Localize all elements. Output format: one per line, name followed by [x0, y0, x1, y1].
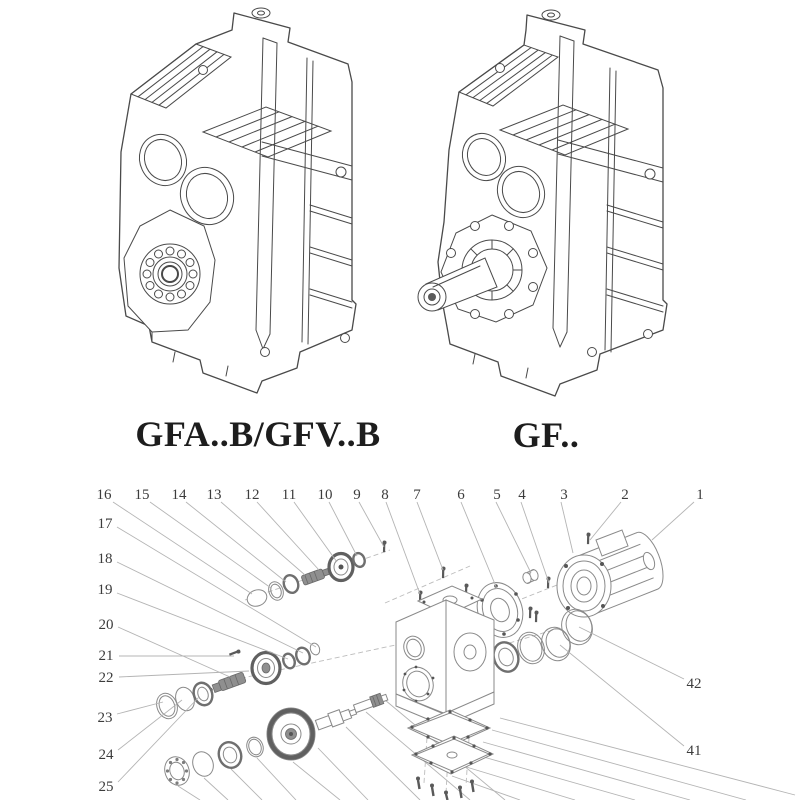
bolt-hole [261, 348, 270, 357]
leader-line-42 [579, 627, 684, 679]
bearing [215, 739, 245, 771]
callout-number-4: 4 [518, 487, 526, 503]
leader-line-offscreen [463, 766, 575, 800]
leader-line-10 [329, 502, 357, 556]
callout-number-25: 25 [98, 779, 114, 795]
leader-line-3 [561, 502, 573, 553]
leader-line-offscreen [293, 762, 340, 800]
callout-number-22: 22 [98, 670, 114, 686]
bolt-hole [341, 334, 350, 343]
callout-number-23: 23 [97, 710, 113, 726]
callout-number-10: 10 [317, 487, 333, 503]
callout-number-5: 5 [493, 487, 501, 503]
bolt-hole [588, 348, 597, 357]
figure-gf-drawing [418, 10, 667, 396]
leader-line-6 [461, 502, 497, 589]
washer [244, 735, 266, 759]
motor [557, 530, 663, 617]
callout-number-14: 14 [171, 487, 187, 503]
callout-number-17: 17 [97, 516, 113, 532]
callout-number-24: 24 [98, 747, 114, 763]
leader-line-7 [417, 502, 443, 570]
leader-line-offscreen [483, 742, 690, 800]
callout-number-13: 13 [206, 487, 222, 503]
exploded-diagram [97, 487, 796, 800]
callout-number-3: 3 [560, 487, 568, 503]
callout-number-42: 42 [686, 676, 702, 692]
bottom-cover-plate [412, 736, 493, 774]
pinion-shaft [353, 692, 389, 714]
leader-line-20 [118, 627, 230, 677]
offscreen-leader-lines [178, 700, 795, 800]
oil-seal [153, 690, 181, 721]
bolt-hole [644, 330, 653, 339]
leader-line-offscreen [178, 786, 200, 800]
small-bearing [294, 646, 312, 666]
leader-line-offscreen [492, 730, 746, 800]
callout-number-20: 20 [98, 617, 114, 633]
stepped-shaft [315, 705, 358, 732]
leader-line-1 [652, 502, 694, 540]
model-label-gf: GF.. [512, 415, 580, 455]
leader-line-11 [294, 502, 337, 562]
output-flange-and-shaft [418, 215, 547, 322]
callout-number-2: 2 [621, 487, 629, 503]
callout-number-19: 19 [97, 582, 113, 598]
leader-line-offscreen [500, 718, 795, 795]
leader-line-15 [150, 502, 271, 588]
callout-number-16: 16 [96, 487, 112, 503]
motor-flange [557, 555, 611, 617]
leader-line-41 [560, 645, 684, 746]
leader-line-23 [117, 702, 163, 714]
leader-line-offscreen [204, 778, 228, 800]
bolt-hole [496, 64, 505, 73]
leader-line-8 [386, 502, 420, 594]
ball-bearing [161, 753, 193, 788]
callout-number-6: 6 [457, 487, 465, 503]
large-gear [267, 708, 315, 760]
callout-number-9: 9 [353, 487, 361, 503]
model-label-gfab: GFA..B/GFV..B [135, 414, 381, 454]
figure-gfab-drawing [119, 8, 356, 393]
callout-number-41: 41 [686, 743, 702, 759]
input-shaft-assembly-upper [245, 552, 367, 609]
callout-number-8: 8 [381, 487, 389, 503]
dome-cap [245, 587, 269, 609]
callout-number-1: 1 [696, 487, 704, 503]
callout-number-18: 18 [97, 551, 113, 567]
leader-line-9 [359, 502, 384, 547]
small-bearing [281, 573, 300, 595]
oil-plug [542, 10, 560, 20]
leader-line-5 [496, 502, 531, 573]
bolt-hole [199, 66, 208, 75]
callout-number-21: 21 [98, 648, 114, 664]
leader-line-22 [119, 671, 249, 677]
callout-number-11: 11 [281, 487, 297, 503]
snap-ring [189, 749, 216, 779]
washer [281, 652, 296, 670]
callout-number-12: 12 [244, 487, 260, 503]
leader-line-offscreen [318, 748, 368, 800]
leader-line-14 [186, 502, 286, 582]
leader-line-offscreen [231, 769, 262, 800]
output-shaft-assembly [161, 692, 389, 789]
callout-number-15: 15 [134, 487, 150, 503]
callout-number-7: 7 [413, 487, 421, 503]
oil-plug [252, 8, 270, 18]
splined-shaft [301, 566, 331, 585]
leader-line-offscreen [257, 758, 296, 800]
leader-line-16 [113, 502, 252, 594]
